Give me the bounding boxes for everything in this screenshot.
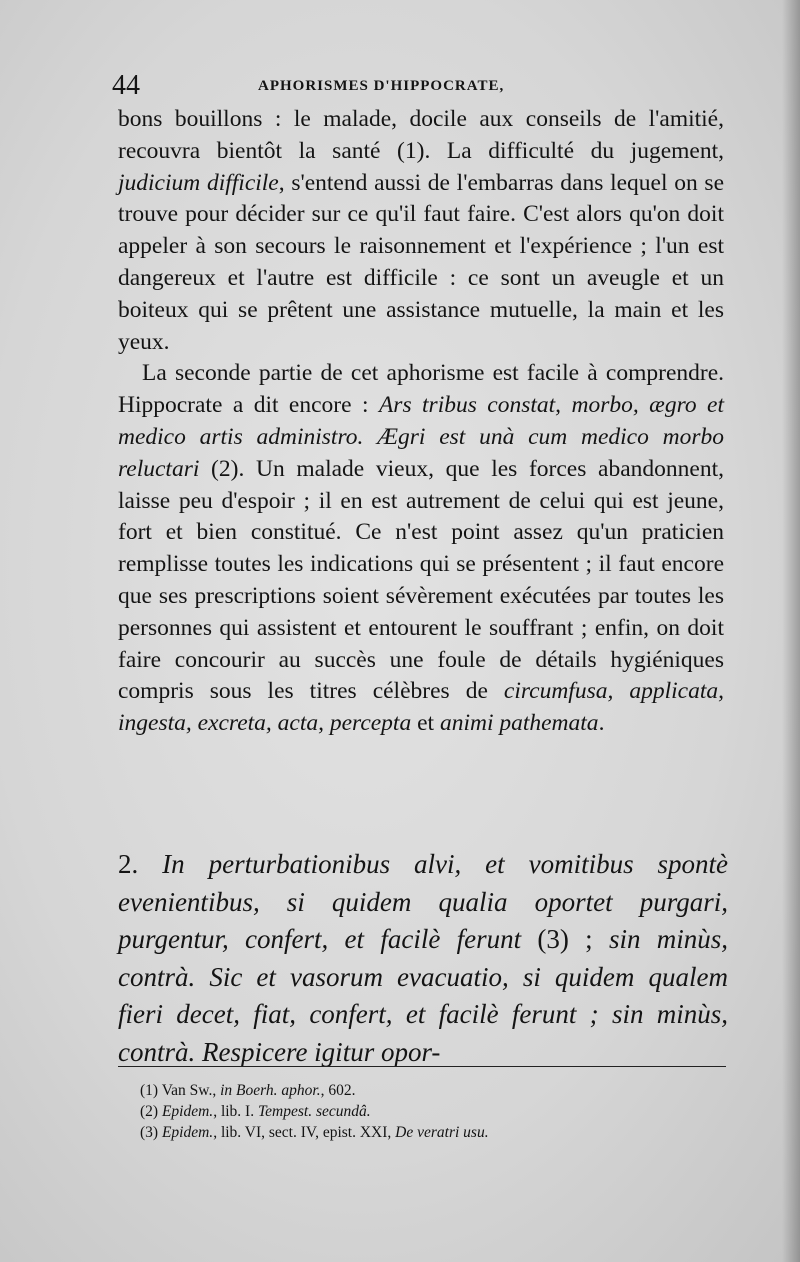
footnote-1 [140, 1080, 700, 1101]
footnote-italic: Epidem. [161, 1124, 214, 1141]
paragraph-2-italic-b: circumfusa, applicata, ingesta, excreta, acta, percepta [118, 678, 725, 737]
paragraph-2-text-c: et [411, 710, 440, 737]
aphorism-text-b: sin minùs, contrà. Sic et vasorum evacuatio, si quidem qualem fieri decet, fiat, confert, et facilè ferunt ; sin minùs, contrà. Respicere igitur opor- [118, 924, 729, 1067]
footnote-italic: in Boerh. aphor. [220, 1082, 321, 1099]
aphorism-footnote-ref: (3) ; [521, 924, 609, 954]
paragraph-1-text-a: bons bouillons : le malade, docile aux conseils de l'amitié, recouvra bientôt la santé (1). La difficulté du jugement, [118, 106, 724, 164]
footnote-mark: (3) [140, 1124, 159, 1141]
paragraph-1-text-b: , s'entend aussi de l'embarras dans lequel on se trouve pour décider sur ce qu'il faut faire. C'est alors qu'on doit appeler à son secours le raisonnement et l'expérience ; l'un est dangereux et l'autre est difficile : ce sont un aveugle et un boiteux qui se prêtent une assistance mutuelle, la main et les yeux. [118, 169, 724, 355]
footnotes [140, 1080, 700, 1143]
aphorism-text-a: In perturbationibus alvi, et vomitibus spontè evenientibus, si quidem qualia oportet purgari, purgentur, confert, et facilè ferunt [118, 849, 728, 954]
paragraph-1 [118, 104, 724, 358]
paragraph-2-text-b: (2). Un malade vieux, que les forces abandonnent, laisse peu d'espoir ; il en est autrement de celui qui est jeune, fort et bien constitué. Ce n'est point assez qu'un praticien remplisse toutes les indications qui se présentent ; il faut encore que ses prescriptions soient sévèrement exécutées par toutes les personnes qui assistent et entourent le souffrant ; enfin, on doit faire concourir au succès une foule de détails hygiéniques compris sous les titres célèbres de [118, 455, 724, 705]
footnote-text: Van Sw., [161, 1082, 221, 1099]
footnote-text: , lib. VI, sect. IV, epist. XXI, [213, 1124, 396, 1141]
commentary-text [118, 104, 724, 740]
aphorism-number: 2. [118, 849, 139, 879]
footnote-rule [118, 1066, 726, 1067]
footnote-3 [140, 1122, 700, 1143]
footnote-italic: Epidem. [161, 1103, 214, 1120]
footnote-2 [140, 1101, 700, 1122]
paragraph-2-italic-a: Ars tribus constat, morbo, ægro et medico artis administro. Ægri est unà cum medico morbo reluctari [118, 392, 724, 482]
footnote-text: , 602. [320, 1082, 356, 1099]
page-header [112, 70, 712, 106]
page-number: 44 [112, 70, 140, 101]
paragraph-2-italic-c: animi pathemata [439, 710, 599, 737]
paragraph-2-text-a: La seconde partie de cet aphorisme est facile à comprendre. Hippocrate a dit encore : [118, 360, 724, 419]
footnote-mark: (2) [140, 1103, 159, 1120]
footnote-mark: (1) [140, 1082, 159, 1099]
footnote-text: , lib. I. [213, 1103, 258, 1120]
running-head: APHORISMES D'HIPPOCRATE, [258, 78, 505, 94]
paragraph-2 [118, 358, 724, 740]
page-spine-shadow [782, 0, 800, 1262]
footnote-italic: De veratri usu. [395, 1124, 489, 1141]
footnote-italic: Tempest. secundâ. [257, 1103, 371, 1120]
paragraph-2-text-d: . [598, 710, 605, 737]
aphorism-latin [118, 846, 728, 1071]
paragraph-1-italic: judicium difficile [118, 169, 279, 196]
